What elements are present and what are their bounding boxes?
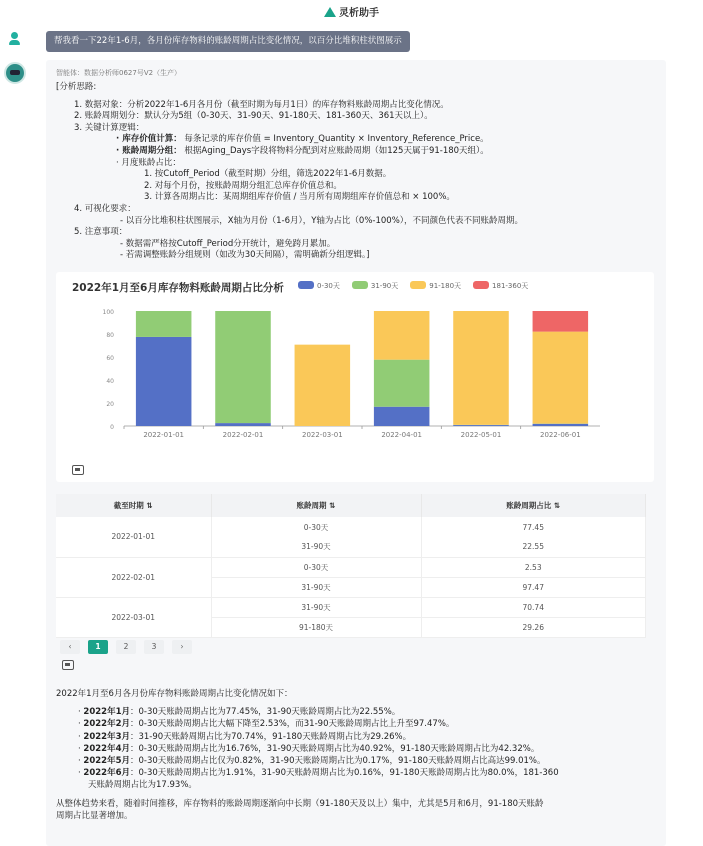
- thinking-line: 3. 计算各周期占比：某周期组库存价值 / 当月所有周期组库存价值总和 × 100%。: [144, 192, 455, 203]
- stacked-bar-chart: [56, 272, 654, 482]
- summary: [56, 688, 656, 822]
- bar-segment[interactable]: [215, 311, 271, 423]
- bar-segment[interactable]: [295, 345, 351, 426]
- legend-label: 31-90天: [370, 282, 399, 290]
- thinking-line: 3. 关键计算逻辑：: [74, 122, 145, 133]
- legend-swatch: [298, 281, 314, 289]
- legend-item[interactable]: [410, 281, 461, 291]
- cell-ratio: 70.74: [421, 597, 646, 617]
- legend-swatch: [352, 281, 368, 289]
- agent-label: 智能体：数据分析师0627号V2（生产）: [56, 69, 182, 77]
- thinking-line: 5. 注意事项：: [74, 227, 128, 238]
- prev-page-button[interactable]: ‹: [60, 640, 80, 654]
- cell-period: 0-30天: [211, 517, 421, 537]
- thinking-title: [分析思路:: [56, 82, 97, 92]
- header-label: 账龄周期占比: [506, 501, 552, 510]
- summary-item: · 2022年5月：0-30天账龄周期占比仅为0.82%，31-90天账龄周期占比为0.17%，91-180天账龄周期占比高达99.01%。: [78, 756, 546, 767]
- y-tick-label: 60: [106, 355, 114, 362]
- summary-item: · 2022年6月：0-30天账龄周期占比为1.91%，31-90天账龄周期占比为0.16%，91-180天账龄周期占比为80.0%，181-360: [78, 768, 559, 779]
- y-tick-label: 80: [106, 332, 114, 339]
- summary-item: · 2022年2月：0-30天账龄周期占比大幅下降至2.53%，而31-90天账龄周期占比上升至97.47%。: [78, 719, 455, 730]
- thinking-line: · 月度账龄占比：: [116, 157, 181, 168]
- y-tick-label: 0: [110, 424, 114, 431]
- bar-segment[interactable]: [533, 424, 589, 426]
- summary-conclusion: 从整体趋势来看，随着时间推移，库存物料的账龄周期逐渐向中长期（91-180天及以上）集中，尤其是5月和6月，91-180天账龄: [56, 798, 544, 809]
- summary-month: 2022年5月: [83, 756, 130, 767]
- x-tick-label: 2022-06-01: [539, 431, 581, 439]
- bold-label: · 账龄周期分组：: [116, 145, 182, 156]
- x-tick-label: 2022-05-01: [460, 431, 502, 439]
- summary-text: ：0-30天账龄周期占比大幅下降至2.53%，而31-90天账龄周期占比上升至97.47%。: [129, 719, 455, 730]
- cell-period: 0-30天: [211, 557, 421, 577]
- cell-ratio: 2.53: [421, 557, 646, 577]
- header-label: 账龄周期: [296, 501, 327, 510]
- thinking-line: 1. 数据对象：分析2022年1-6月各月份（截至时期为每月1日）的库存物料账龄周期占比变化情况。: [74, 99, 449, 110]
- thinking-line: 4. 可视化要求：: [74, 203, 136, 214]
- cell-period: 31-90天: [211, 577, 421, 597]
- x-tick-label: 2022-04-01: [381, 431, 423, 439]
- cell-ratio: 29.26: [421, 617, 646, 637]
- summary-text: ：0-30天账龄周期占比为16.76%，31-90天账龄周期占比为40.92%，91-180天账龄周期占比为42.32%。: [129, 743, 540, 754]
- page-2-button[interactable]: 2: [116, 640, 136, 654]
- fullscreen-icon[interactable]: [62, 660, 74, 670]
- bar-segment[interactable]: [533, 311, 589, 332]
- pagination: [60, 640, 192, 654]
- thinking-line: - 数据需严格按Cutoff_Period分开统计，避免跨月累加。: [120, 238, 336, 249]
- legend-label: 181-360天: [492, 282, 529, 290]
- summary-month: 2022年1月: [83, 707, 130, 718]
- legend-label: 91-180天: [429, 282, 462, 290]
- thinking-line: [56, 146, 656, 158]
- chart-legend: [298, 281, 528, 291]
- bar-segment[interactable]: [136, 337, 192, 426]
- summary-text: ：0-30天账龄周期占比仅为0.82%，31-90天账龄周期占比为0.17%，91-180天账龄周期占比高达99.01%。: [129, 756, 546, 767]
- cell-date: 2022-02-01: [56, 557, 211, 597]
- cell-period: 31-90天: [211, 597, 421, 617]
- data-table: [56, 494, 646, 638]
- bar-segment[interactable]: [374, 311, 430, 360]
- summary-item: · 2022年3月：31-90天账龄周期占比为70.74%，91-180天账龄周期占比为29.26%。: [78, 731, 412, 742]
- summary-text: ：31-90天账龄周期占比为70.74%，91-180天账龄周期占比为29.26%。: [129, 731, 412, 742]
- thinking-line: [56, 134, 656, 146]
- col-header-aging-period[interactable]: [211, 494, 421, 517]
- y-tick-label: 40: [106, 378, 114, 385]
- thinking-line: 2. 对每个月份，按账龄周期分组汇总库存价值总和。: [144, 180, 342, 191]
- legend-label: 0-30天: [317, 282, 340, 290]
- legend-swatch: [410, 281, 426, 289]
- assistant-response-card: [46, 60, 666, 846]
- sort-icon[interactable]: ⇅: [553, 501, 561, 510]
- page-3-button[interactable]: 3: [144, 640, 164, 654]
- col-header-cutoff[interactable]: [56, 494, 211, 517]
- app-header: [0, 4, 703, 19]
- cell-date: 2022-01-01: [56, 517, 211, 557]
- summary-item: · 2022年4月：0-30天账龄周期占比为16.76%，31-90天账龄周期占比为40.92%，91-180天账龄周期占比为42.32%。: [78, 743, 540, 754]
- y-tick-label: 100: [102, 309, 114, 316]
- bold-label: · 库存价值计算：: [116, 134, 182, 145]
- summary-month: 2022年4月: [83, 743, 130, 754]
- bar-segment[interactable]: [453, 425, 509, 426]
- bar-segment[interactable]: [374, 360, 430, 407]
- legend-item[interactable]: [298, 281, 340, 291]
- thinking-line: 2. 账龄周期划分：默认分为5组（0-30天、31-90天、91-180天、181-360天、361天以上）。: [74, 111, 433, 122]
- x-tick-label: 2022-02-01: [222, 431, 264, 439]
- bot-avatar: [4, 62, 26, 84]
- cell-period: 31-90天: [211, 537, 421, 557]
- thinking-line: 1. 按Cutoff_Period（截至时期）分组，筛选2022年1-6月数据。: [144, 169, 392, 180]
- cell-date: 2022-03-01: [56, 597, 211, 637]
- table-row: [56, 517, 646, 537]
- legend-swatch: [473, 281, 489, 289]
- cell-ratio: 97.47: [421, 577, 646, 597]
- table-row: [56, 597, 646, 617]
- bar-segment[interactable]: [453, 311, 509, 425]
- bar-segment[interactable]: [533, 332, 589, 424]
- summary-month: 2022年2月: [83, 719, 130, 730]
- app-title: 灵析助手: [339, 8, 379, 19]
- bar-segment[interactable]: [374, 407, 430, 426]
- x-tick-label: 2022-03-01: [301, 431, 343, 439]
- bar-segment[interactable]: [136, 311, 192, 337]
- summary-month: 2022年3月: [83, 731, 130, 742]
- next-page-button[interactable]: ›: [172, 640, 192, 654]
- sort-icon[interactable]: ⇅: [329, 501, 336, 510]
- thinking-line: - 以百分比堆积柱状图展示，X轴为月份（1-6月），Y轴为占比（0%-100%），不同颜色代表不同账龄周期。: [120, 215, 524, 226]
- chart-plot: [56, 300, 654, 480]
- thinking-line: - 若需调整账龄分组规则（如改为30天间隔），需明确新分组逻辑。]: [120, 250, 370, 261]
- bar-segment[interactable]: [215, 423, 271, 426]
- table-row: [56, 557, 646, 577]
- y-tick-label: 20: [106, 401, 114, 408]
- header-label: 截至时期: [113, 501, 144, 510]
- summary-conclusion: 周期占比显著增加。: [56, 810, 133, 821]
- user-avatar: [6, 30, 24, 48]
- summary-intro: 2022年1月至6月各月份库存物料账龄周期占比变化情况如下：: [56, 689, 293, 699]
- summary-text: 天账龄周期占比为17.93%。: [88, 780, 197, 791]
- user-question-bubble: 帮我看一下22年1-6月，各月份库存物料的账龄周期占比变化情况，以百分比堆积柱状图展示: [46, 31, 410, 52]
- summary-text: ：0-30天账龄周期占比为1.91%，31-90天账龄周期占比为0.16%，91-180天账龄周期占比为80.0%，181-360: [129, 768, 559, 779]
- page-1-button[interactable]: 1: [88, 640, 108, 654]
- thinking-text: 根据Aging_Days字段将物料分配到对应账龄周期（如125天属于91-180天组）。: [184, 145, 489, 156]
- cell-period: 91-180天: [211, 617, 421, 637]
- fullscreen-icon[interactable]: [72, 465, 84, 475]
- chart-title: 2022年1月至6月库存物料账龄周期占比分析: [72, 282, 284, 294]
- sort-icon[interactable]: ⇅: [146, 501, 153, 510]
- analysis-thinking: [56, 82, 656, 262]
- logo-icon: [324, 7, 336, 17]
- cell-ratio: 22.55: [421, 537, 646, 557]
- summary-item: · 2022年1月：0-30天账龄周期占比为77.45%，31-90天账龄周期占比为22.55%。: [78, 707, 401, 718]
- col-header-ratio[interactable]: [421, 494, 646, 517]
- summary-text: ：0-30天账龄周期占比为77.45%，31-90天账龄周期占比为22.55%。: [129, 707, 401, 718]
- legend-item[interactable]: [352, 281, 398, 291]
- summary-month: 2022年6月: [83, 768, 130, 779]
- legend-item[interactable]: [473, 281, 528, 291]
- thinking-text: 每条记录的库存价值 = Inventory_Quantity × Inventory_Reference_Price。: [184, 134, 489, 145]
- x-tick-label: 2022-01-01: [143, 431, 185, 439]
- cell-ratio: 77.45: [421, 517, 646, 537]
